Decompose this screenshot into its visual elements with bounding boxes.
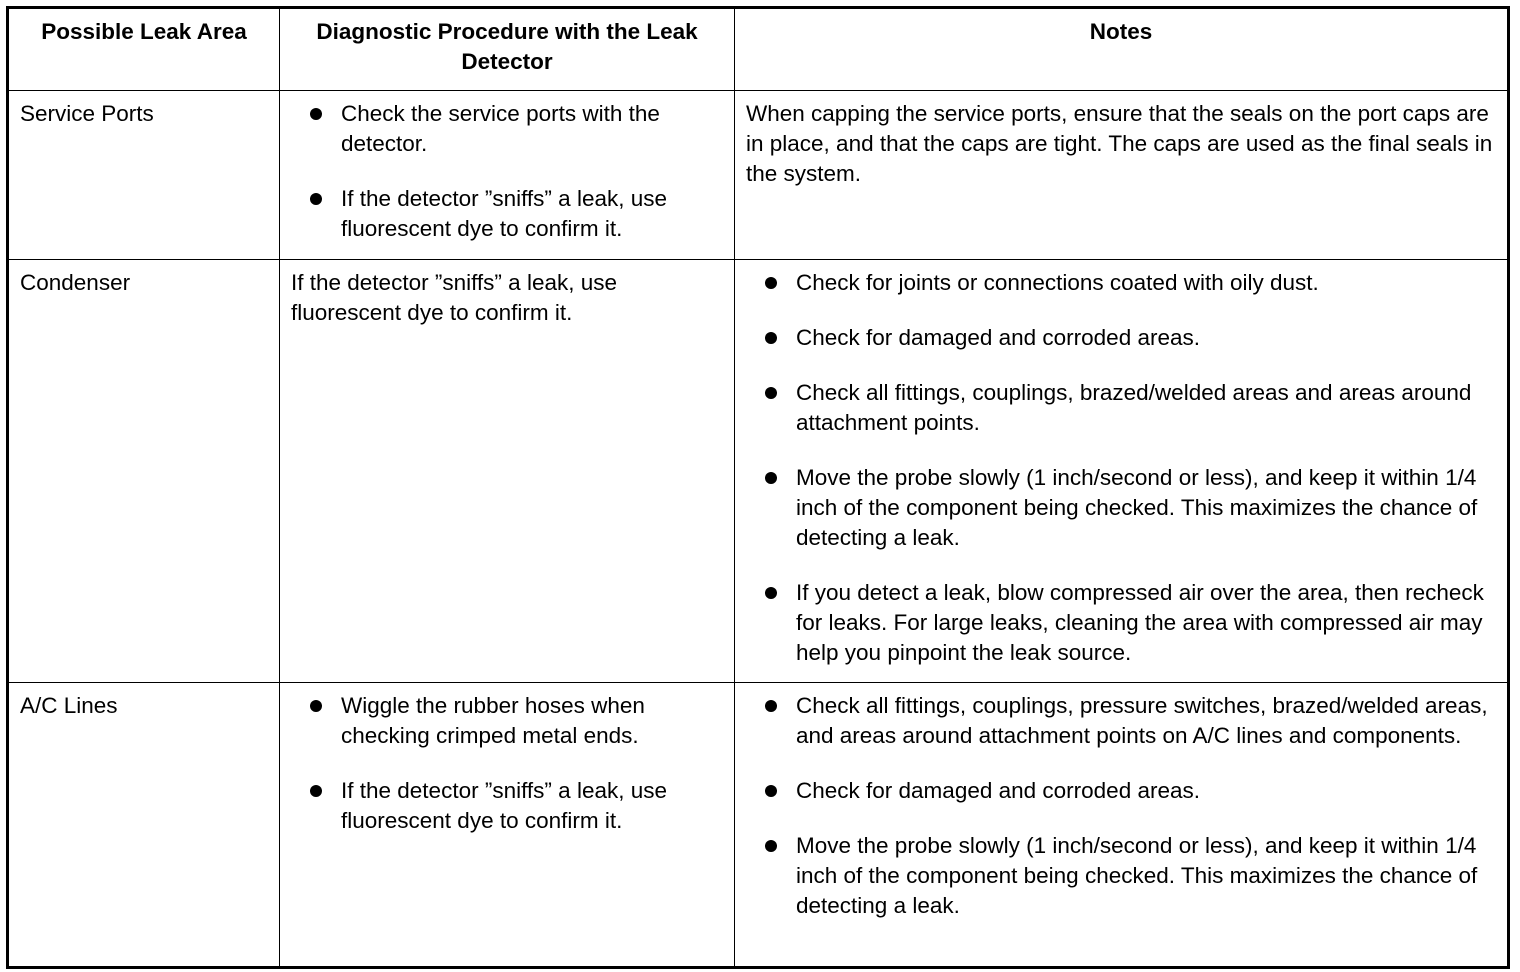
list-item-text: If the detector ”sniffs” a leak, use fluorescent dye to confirm it. [341, 186, 667, 241]
bullet-icon [765, 472, 777, 484]
area-cell: Service Ports [8, 91, 280, 260]
list-item [746, 691, 1495, 751]
procedure-cell [280, 683, 735, 968]
notes-cell: When capping the service ports, ensure that the seals on the port caps are in place, and that the caps are tight. The caps are used as the final seals in the system. [735, 91, 1509, 260]
header-possible-leak-area: Possible Leak Area [8, 8, 280, 91]
bullet-icon [310, 193, 322, 205]
list-item [291, 184, 722, 244]
bullet-icon [310, 108, 322, 120]
bullet-icon [765, 587, 777, 599]
list-item [746, 323, 1495, 353]
procedure-list [291, 691, 722, 836]
area-cell: A/C Lines [8, 683, 280, 968]
bullet-icon [765, 332, 777, 344]
list-item-text: If you detect a leak, blow compressed air over the area, then recheck for leaks. For large leaks, cleaning the area with compressed air may help you pinpoint the leak source. [796, 580, 1484, 665]
procedure-list [291, 99, 722, 244]
list-item [746, 578, 1495, 668]
list-item-text: Check all fittings, couplings, pressure switches, brazed/welded areas, and areas around attachment points on A/C lines and components. [796, 693, 1488, 748]
list-item-text: Check for damaged and corroded areas. [796, 778, 1200, 803]
notes-list [746, 691, 1495, 921]
notes-cell [735, 683, 1509, 968]
bullet-icon [765, 840, 777, 852]
table-row-service-ports [8, 91, 1509, 260]
list-item [746, 831, 1495, 921]
bullet-icon [765, 387, 777, 399]
table-row-condenser [8, 260, 1509, 683]
list-item-text: Check for joints or connections coated with oily dust. [796, 270, 1319, 295]
header-row [8, 8, 1509, 91]
procedure-cell: If the detector ”sniffs” a leak, use fluorescent dye to confirm it. [280, 260, 735, 683]
list-item [291, 776, 722, 836]
list-item-text: If the detector ”sniffs” a leak, use fluorescent dye to confirm it. [341, 778, 667, 833]
leak-diagnosis-table [6, 6, 1510, 969]
list-item [746, 463, 1495, 553]
bullet-icon [765, 785, 777, 797]
bullet-icon [765, 700, 777, 712]
bullet-icon [765, 277, 777, 289]
procedure-cell [280, 91, 735, 260]
bullet-icon [310, 785, 322, 797]
list-item [291, 99, 722, 159]
list-item-text: Wiggle the rubber hoses when checking crimped metal ends. [341, 693, 645, 748]
list-item-text: Check for damaged and corroded areas. [796, 325, 1200, 350]
list-item-text: Check all fittings, couplings, brazed/welded areas and areas around attachment points. [796, 380, 1472, 435]
list-item-text: Move the probe slowly (1 inch/second or less), and keep it within 1/4 inch of the component being checked. This maximizes the chance of detecting a leak. [796, 465, 1478, 550]
bullet-icon [310, 700, 322, 712]
notes-list [746, 268, 1495, 668]
notes-cell [735, 260, 1509, 683]
list-item [746, 268, 1495, 298]
list-item-text: Move the probe slowly (1 inch/second or less), and keep it within 1/4 inch of the component being checked. This maximizes the chance of detecting a leak. [796, 833, 1478, 918]
header-notes: Notes [735, 8, 1509, 91]
list-item [746, 378, 1495, 438]
list-item [291, 691, 722, 751]
header-diagnostic-procedure: Diagnostic Procedure with the Leak Detector [280, 8, 735, 91]
area-cell: Condenser [8, 260, 280, 683]
list-item [746, 776, 1495, 806]
list-item-text: Check the service ports with the detector. [341, 101, 660, 156]
table-row-ac-lines [8, 683, 1509, 968]
